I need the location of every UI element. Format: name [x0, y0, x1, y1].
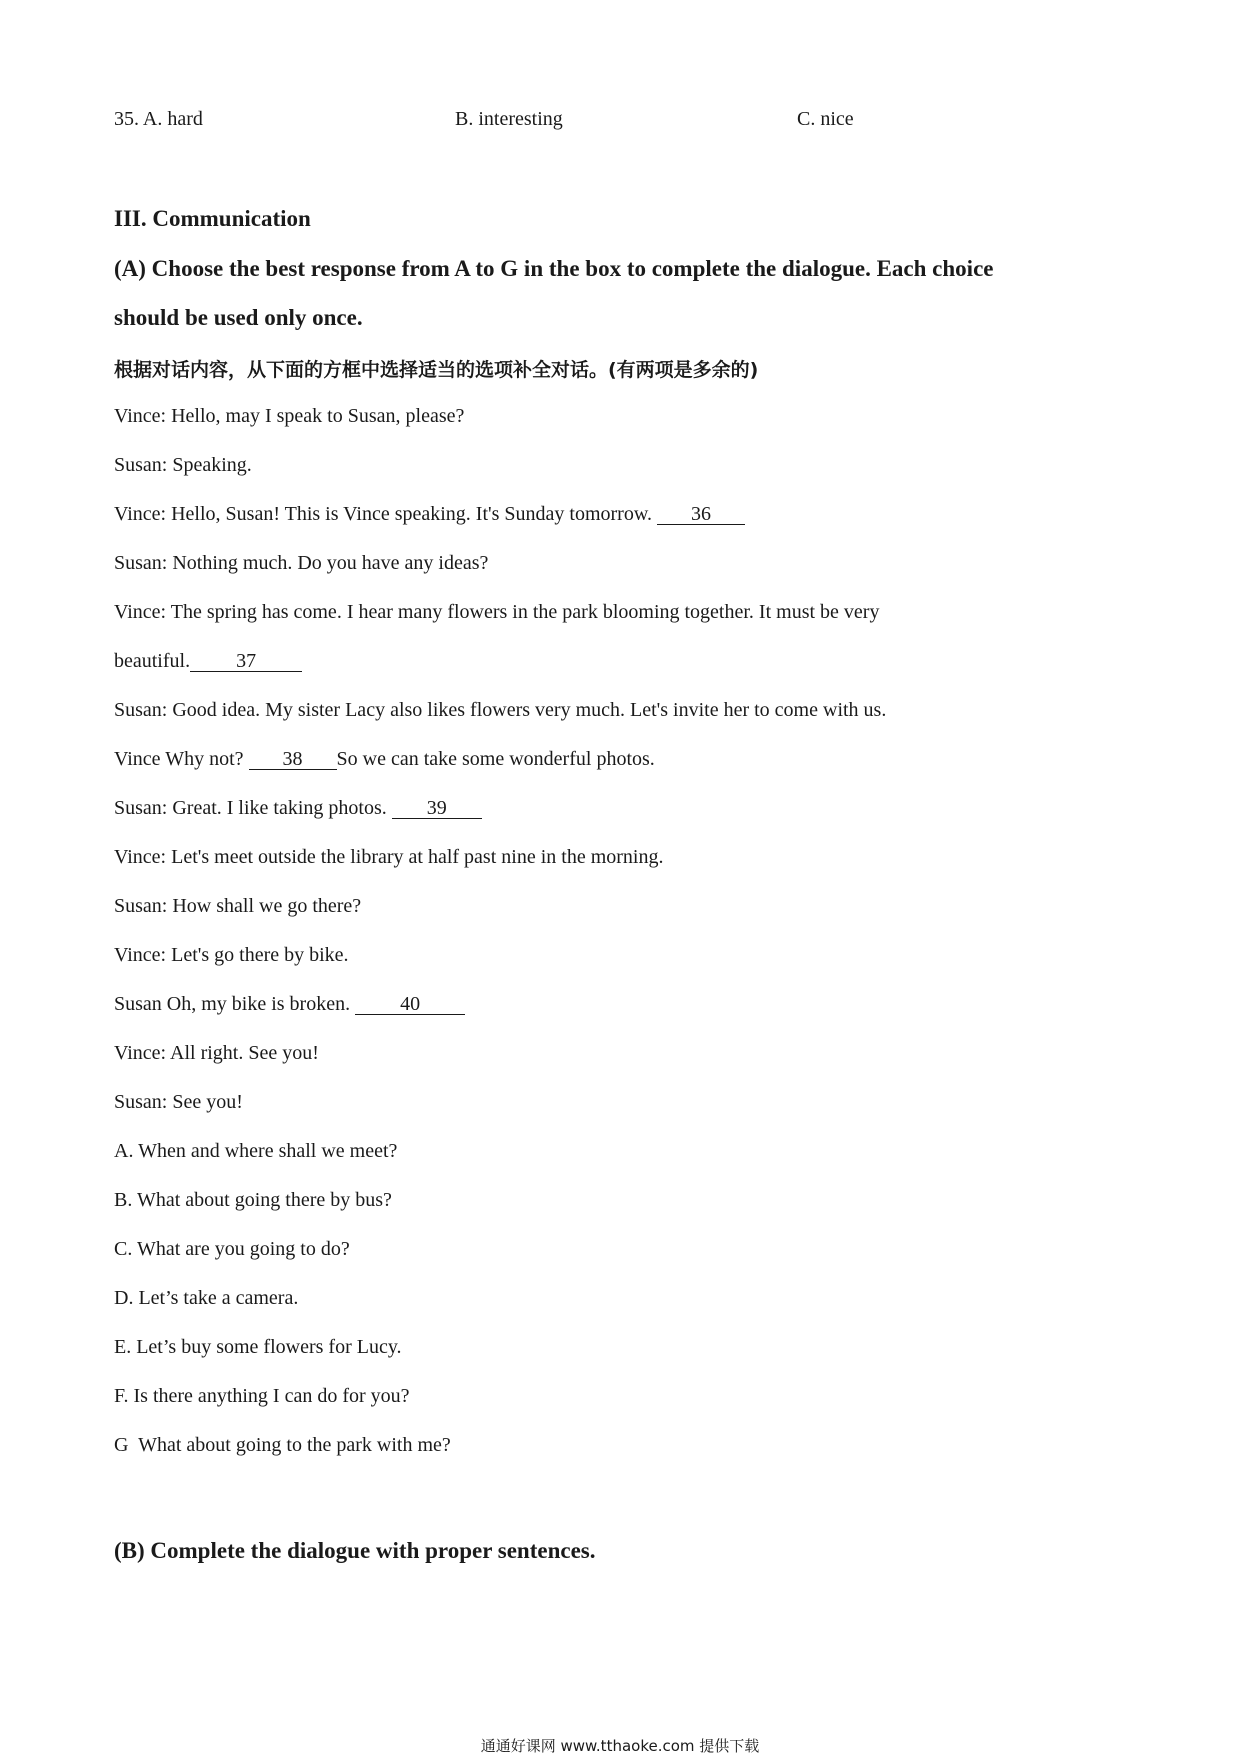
footer-watermark: 通通好课网 www.tthaoke.com 提供下载 [480, 1737, 760, 1755]
dialogue-line-1: Vince: Hello, may I speak to Susan, please? [114, 405, 465, 427]
part-b-heading: (B) Complete the dialogue with proper sentences. [114, 1538, 596, 1563]
section-title: III. Communication [114, 206, 311, 231]
part-a-heading-line1: (A) Choose the best response from A to G in the box to complete the dialogue. Each choice [114, 256, 994, 281]
q35-option-a-text: A. hard [142, 108, 203, 130]
part-a-heading-line2: should be used only once. [114, 305, 363, 330]
dialogue-line-3 [114, 503, 745, 526]
dialogue-line-5: Vince: The spring has come. I hear many flowers in the park blooming together. It must be very [114, 601, 880, 623]
dialogue-line-12: Vince: Let's go there by bike. [114, 944, 349, 966]
dialogue-line-8-after: So we can take some wonderful photos. [336, 748, 655, 770]
choice-g: G What about going to the park with me? [114, 1434, 451, 1456]
dialogue-line-8 [114, 748, 655, 771]
blank-36[interactable]: 36 [657, 504, 745, 525]
choice-d: D. Let’s take a camera. [114, 1287, 299, 1309]
dialogue-line-13-text: Susan Oh, my bike is broken. [114, 993, 356, 1015]
choice-e: E. Let’s buy some flowers for Lucy. [114, 1336, 402, 1358]
choice-c: C. What are you going to do? [114, 1238, 350, 1260]
dialogue-line-9-text: Susan: Great. I like taking photos. [114, 797, 392, 819]
blank-39[interactable]: 39 [392, 798, 482, 819]
dialogue-line-10: Vince: Let's meet outside the library at half past nine in the morning. [114, 846, 664, 868]
dialogue-line-6-text: beautiful. [114, 650, 191, 672]
dialogue-line-6 [114, 650, 302, 673]
choice-f: F. Is there anything I can do for you? [114, 1385, 410, 1407]
dialogue-line-8-text: Vince Why not? [114, 748, 249, 770]
choice-a: A. When and where shall we meet? [114, 1140, 398, 1162]
dialogue-line-9 [114, 797, 482, 820]
dialogue-line-7: Susan: Good idea. My sister Lacy also likes flowers very much. Let's invite her to come with us. [114, 699, 887, 721]
q35-number: 35. [114, 108, 139, 130]
choice-b: B. What about going there by bus? [114, 1189, 392, 1211]
instruction-chinese: 根据对话内容，从下面的方框中选择适当的选项补全对话。(有两项是多余的) [114, 359, 759, 381]
blank-38[interactable]: 38 [249, 749, 337, 770]
blank-37[interactable]: 37 [190, 651, 302, 672]
dialogue-line-13 [114, 993, 465, 1016]
q35-option-b: B. interesting [455, 108, 563, 130]
dialogue-line-14: Vince: All right. See you! [114, 1042, 319, 1064]
dialogue-line-11: Susan: How shall we go there? [114, 895, 362, 917]
blank-40[interactable]: 40 [355, 994, 465, 1015]
dialogue-line-2: Susan: Speaking. [114, 454, 252, 476]
q35-option-c: C. nice [797, 108, 854, 130]
dialogue-line-3-text: Vince: Hello, Susan! This is Vince speaking. It's Sunday tomorrow. [114, 503, 657, 525]
q35-option-a [114, 108, 203, 131]
dialogue-line-15: Susan: See you! [114, 1091, 243, 1113]
dialogue-line-4: Susan: Nothing much. Do you have any ideas? [114, 552, 489, 574]
